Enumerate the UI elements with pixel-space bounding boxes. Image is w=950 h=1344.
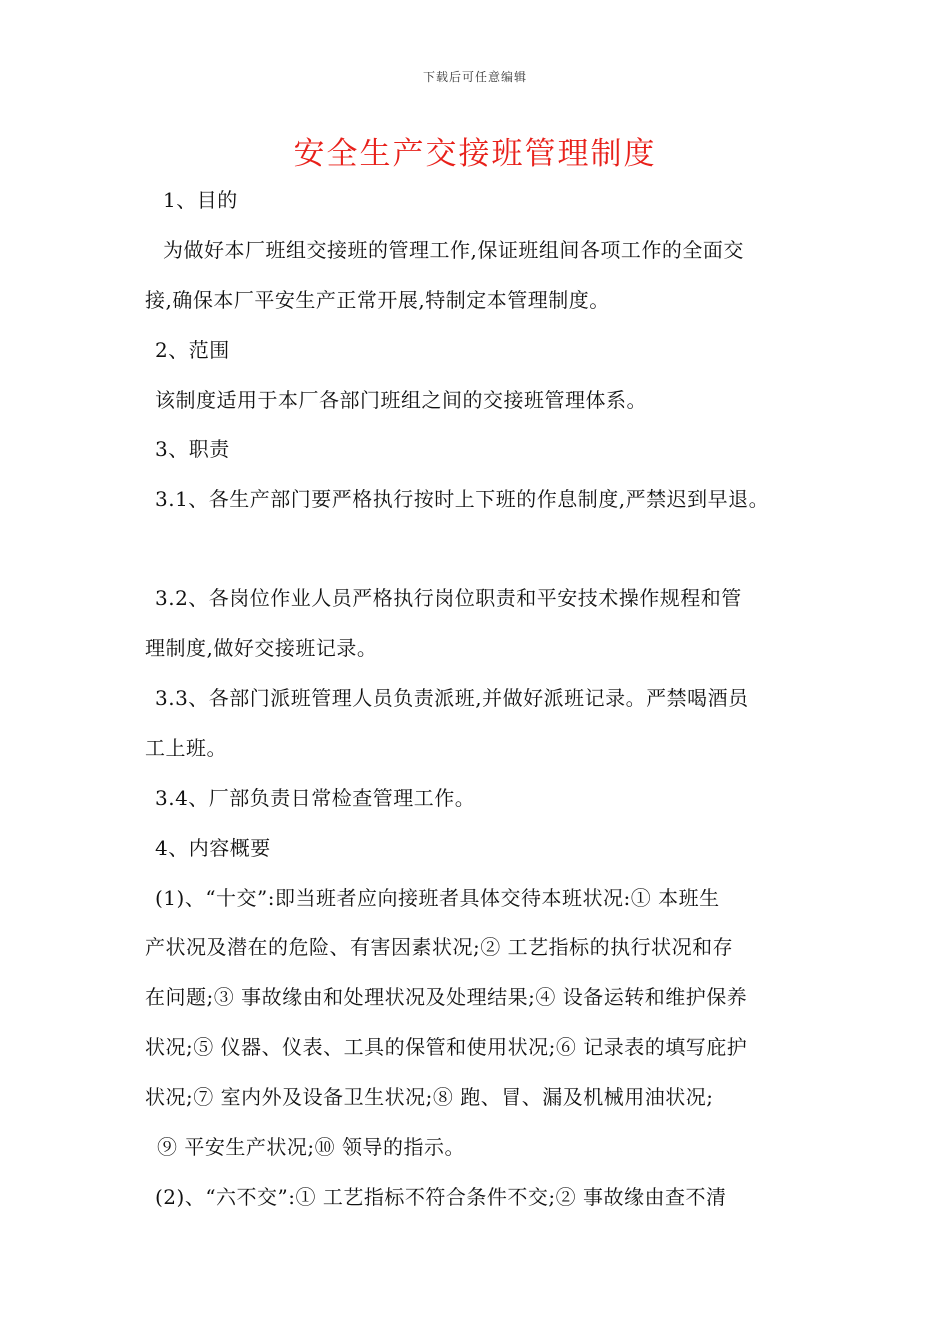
paragraph-line: 产状况及潜在的危险、有害因素状况;② 工艺指标的执行状况和存 — [145, 935, 734, 959]
section-heading-content: 4、内容概要 — [155, 836, 271, 860]
paragraph-line: 3.4、厂部负责日常检查管理工作。 — [155, 786, 476, 810]
paragraph-line: (2)、“六不交”:① 工艺指标不符合条件不交;② 事故缘由查不清 — [155, 1185, 727, 1209]
paragraph-line: 为做好本厂班组交接班的管理工作,保证班组间各项工作的全面交 — [163, 238, 744, 262]
paragraph-line: 3.2、各岗位作业人员严格执行岗位职责和平安技术操作规程和管 — [155, 586, 742, 610]
document-title: 安全生产交接班管理制度 — [293, 136, 657, 172]
paragraph-line: 状况;⑦ 室内外及设备卫生状况;⑧ 跑、冒、漏及机械用油状况; — [145, 1085, 714, 1109]
paragraph-line: 3.3、各部门派班管理人员负责派班,并做好派班记录。严禁喝酒员 — [155, 686, 749, 710]
section-heading-scope: 2、范围 — [155, 338, 230, 362]
section-heading-purpose: 1、目的 — [163, 188, 238, 212]
paragraph-line: (1)、“十交”:即当班者应向接班者具体交待本班状况:① 本班生 — [155, 886, 720, 910]
paragraph-line: 接,确保本厂平安生产正常开展,特制定本管理制度。 — [145, 288, 610, 312]
header-note: 下载后可任意编辑 — [422, 70, 527, 84]
paragraph-line: 在问题;③ 事故缘由和处理状况及处理结果;④ 设备运转和维护保养 — [145, 985, 748, 1009]
paragraph-line: 工上班。 — [145, 736, 227, 760]
paragraph-line: 状况;⑤ 仪器、仪表、工具的保管和使用状况;⑥ 记录表的填写庇护 — [145, 1035, 748, 1059]
paragraph-line: 该制度适用于本厂各部门班组之间的交接班管理体系。 — [155, 388, 647, 412]
paragraph-line: 3.1、各生产部门要严格执行按时上下班的作息制度,严禁迟到早退。 — [155, 487, 770, 511]
section-heading-duties: 3、职责 — [155, 437, 230, 461]
paragraph-line: ⑨ 平安生产状况;⑩ 领导的指示。 — [157, 1135, 465, 1159]
paragraph-line: 理制度,做好交接班记录。 — [145, 636, 378, 660]
